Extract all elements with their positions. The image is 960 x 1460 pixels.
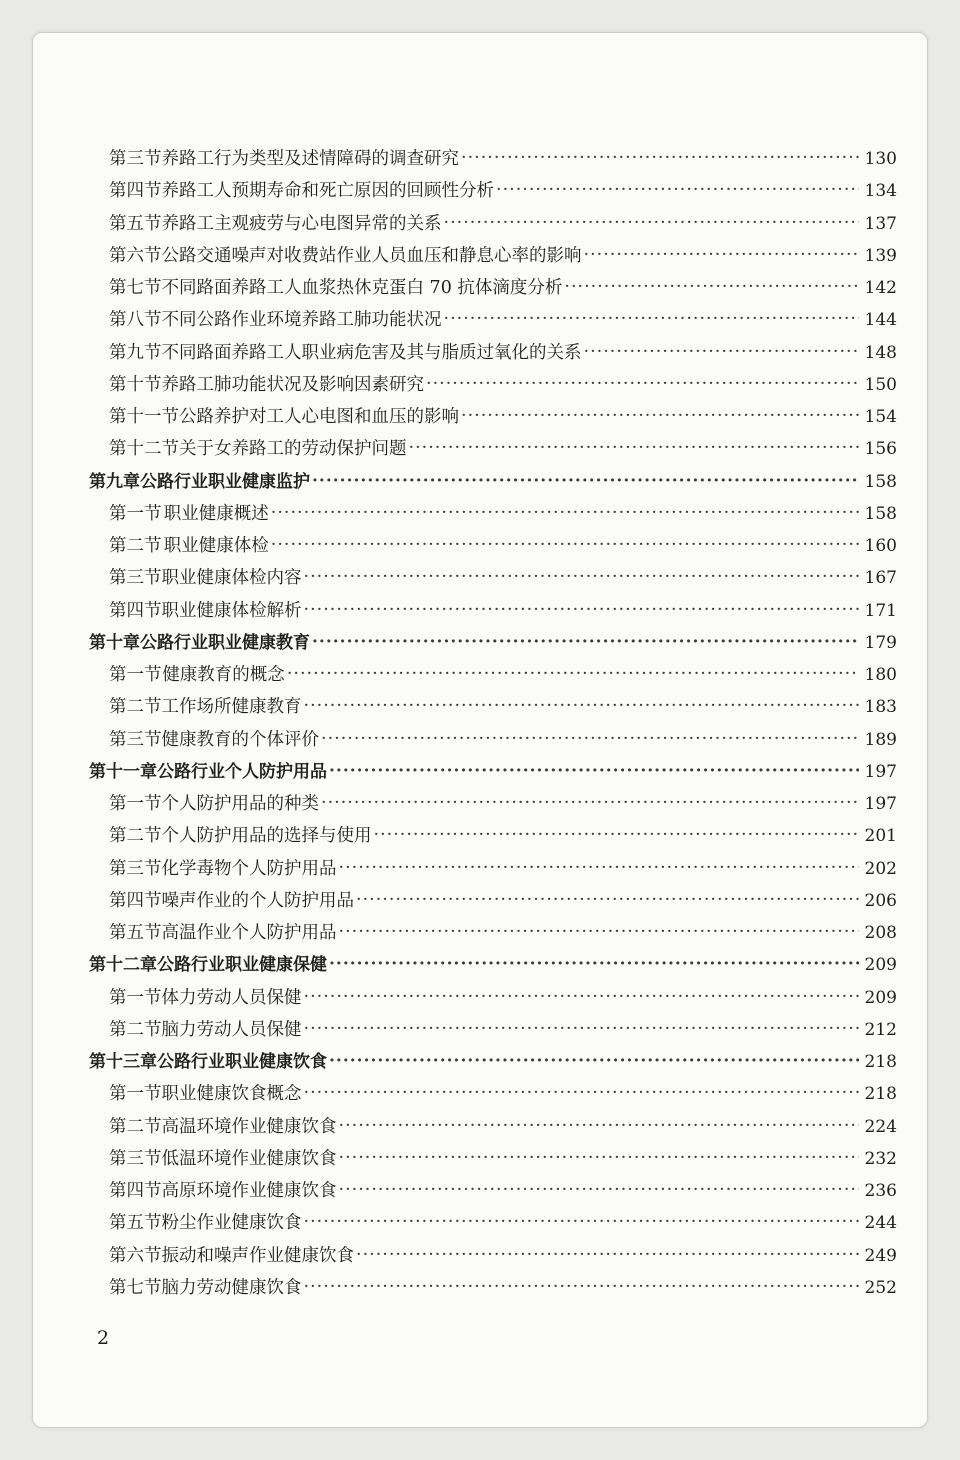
toc-section-entry xyxy=(89,1272,897,1304)
toc-section-entry xyxy=(89,337,897,369)
page-reference: 148 xyxy=(864,342,897,363)
toc-section-entry xyxy=(89,530,897,562)
dot-leader xyxy=(304,981,859,1013)
book-page xyxy=(32,32,928,1428)
page-reference: 150 xyxy=(864,374,897,395)
toc-section-entry xyxy=(89,820,897,852)
section-number: 第十节 xyxy=(109,374,162,395)
toc-section-entry xyxy=(89,1240,897,1272)
toc-section-entry xyxy=(89,175,897,207)
section-title: 公路养护对工人心电图和血压的影响 xyxy=(179,407,459,427)
dot-leader xyxy=(329,755,859,787)
toc-section-entry xyxy=(89,401,897,433)
page-reference: 154 xyxy=(864,407,897,427)
dot-leader xyxy=(426,368,859,400)
section-title: 脑力劳动健康饮食 xyxy=(161,1277,302,1298)
dot-leader xyxy=(496,174,859,206)
toc-section-entry xyxy=(89,240,897,272)
section-number: 第四节 xyxy=(109,890,162,911)
section-title: 低温环境作业健康饮食 xyxy=(161,1148,337,1169)
toc-section-entry xyxy=(89,433,897,465)
toc-chapter-entry xyxy=(89,627,897,659)
section-title: 养路工主观疲劳与心电图异常的关系 xyxy=(161,213,442,234)
toc-section-entry xyxy=(89,1143,897,1175)
toc-section-entry xyxy=(89,982,897,1014)
table-of-contents xyxy=(89,143,897,1304)
chapter-title: 公路行业职业健康监护 xyxy=(140,471,310,492)
page-reference: 171 xyxy=(864,600,897,621)
dot-leader xyxy=(304,690,859,722)
section-number: 第四节 xyxy=(109,600,162,621)
section-title: 养路工肺功能状况及影响因素研究 xyxy=(161,374,424,395)
page-reference: 244 xyxy=(864,1213,897,1234)
section-number: 第二节 xyxy=(109,536,162,556)
section-number: 第十一节 xyxy=(109,407,179,427)
section-title: 职业健康概述 xyxy=(163,503,269,524)
page-reference: 167 xyxy=(864,568,897,589)
page-reference: 158 xyxy=(864,503,897,524)
page-reference: 137 xyxy=(864,213,897,234)
dot-leader xyxy=(564,271,858,303)
page-reference: 249 xyxy=(864,1245,897,1266)
dot-leader xyxy=(339,852,859,884)
section-title: 健康教育的概念 xyxy=(162,665,285,685)
toc-section-entry xyxy=(89,691,897,723)
section-title: 职业健康体检解析 xyxy=(161,600,302,621)
section-title: 化学毒物个人防护用品 xyxy=(161,858,337,879)
dot-leader xyxy=(584,336,859,368)
section-number: 第四节 xyxy=(109,181,162,202)
page-reference: 232 xyxy=(864,1148,897,1169)
dot-leader xyxy=(304,594,859,626)
page-reference: 252 xyxy=(864,1277,897,1298)
section-number: 第三节 xyxy=(109,568,162,589)
section-title: 养路工行为类型及述情障碍的调查研究 xyxy=(161,149,459,169)
chapter-number: 第十章 xyxy=(89,632,140,653)
dot-leader xyxy=(461,400,859,432)
dot-leader xyxy=(271,497,859,529)
section-title: 养路工人预期寿命和死亡原因的回顾性分析 xyxy=(161,181,494,202)
page-reference: 201 xyxy=(864,826,897,847)
chapter-title: 公路行业职业健康教育 xyxy=(140,632,310,653)
dot-leader xyxy=(444,303,859,335)
dot-leader xyxy=(304,1206,859,1238)
chapter-number: 第十二章 xyxy=(89,955,157,976)
toc-section-entry xyxy=(89,595,897,627)
toc-section-entry xyxy=(89,498,897,530)
toc-section-entry xyxy=(89,369,897,401)
page-reference: 158 xyxy=(864,471,897,492)
page-reference: 212 xyxy=(864,1019,897,1040)
page-reference: 130 xyxy=(864,149,897,169)
section-title: 不同路面养路工人职业病危害及其与脂质过氧化的关系 xyxy=(161,342,582,363)
section-number: 第七节 xyxy=(109,278,162,298)
toc-section-entry xyxy=(89,724,897,756)
toc-chapter-entry xyxy=(89,756,897,788)
toc-section-entry xyxy=(89,853,897,885)
dot-leader xyxy=(409,432,859,464)
section-title: 高原环境作业健康饮食 xyxy=(161,1181,337,1201)
dot-leader xyxy=(339,916,859,948)
section-number: 第六节 xyxy=(109,1245,162,1266)
page-number-folio: 2 xyxy=(97,1327,110,1349)
dot-leader xyxy=(304,1013,859,1045)
page-reference: 197 xyxy=(864,761,897,782)
dot-leader xyxy=(339,1142,859,1174)
page-reference: 156 xyxy=(864,439,897,460)
section-title: 不同路面养路工人血浆热休克蛋白 70 抗体滴度分析 xyxy=(161,278,563,298)
toc-section-entry xyxy=(89,659,897,691)
section-number: 第十二节 xyxy=(109,439,179,460)
page-reference: 202 xyxy=(864,858,897,879)
toc-section-entry xyxy=(89,272,897,304)
chapter-title: 公路行业职业健康饮食 xyxy=(157,1052,327,1072)
toc-section-entry xyxy=(89,143,897,175)
dot-leader xyxy=(321,723,859,755)
dot-leader xyxy=(271,529,859,561)
section-title: 噪声作业的个人防护用品 xyxy=(161,890,354,911)
toc-section-entry xyxy=(89,885,897,917)
page-reference: 180 xyxy=(864,665,897,685)
section-number: 第八节 xyxy=(109,310,162,331)
dot-leader xyxy=(321,787,859,819)
dot-leader xyxy=(312,626,859,658)
chapter-title: 公路行业职业健康保健 xyxy=(157,955,327,976)
dot-leader xyxy=(287,658,859,690)
page-reference: 160 xyxy=(864,536,897,556)
toc-section-entry xyxy=(89,562,897,594)
toc-section-entry xyxy=(89,208,897,240)
section-title: 职业健康体检内容 xyxy=(161,568,302,589)
toc-section-entry xyxy=(89,1111,897,1143)
page-reference: 134 xyxy=(864,181,897,202)
section-number: 第一节 xyxy=(109,665,162,685)
section-number: 第六节 xyxy=(109,245,162,266)
section-number: 第一节 xyxy=(109,987,162,1008)
toc-section-entry xyxy=(89,304,897,336)
section-title: 职业健康饮食概念 xyxy=(161,1084,302,1105)
toc-section-entry xyxy=(89,788,897,820)
page-reference: 236 xyxy=(864,1181,897,1201)
section-title: 不同公路作业环境养路工肺功能状况 xyxy=(161,310,442,331)
section-number: 第二节 xyxy=(109,1116,162,1137)
dot-leader xyxy=(312,465,859,497)
section-number: 第四节 xyxy=(109,1181,162,1201)
dot-leader xyxy=(329,1045,859,1077)
dot-leader xyxy=(339,1174,859,1206)
section-title: 脑力劳动人员保健 xyxy=(161,1019,302,1040)
page-reference: 206 xyxy=(864,890,897,911)
dot-leader xyxy=(339,1110,859,1142)
page-reference: 189 xyxy=(864,729,897,750)
dot-leader xyxy=(304,561,859,593)
page-reference: 218 xyxy=(864,1052,897,1072)
dot-leader xyxy=(584,239,859,271)
section-number: 第七节 xyxy=(109,1277,162,1298)
section-number: 第三节 xyxy=(109,729,162,750)
page-reference: 197 xyxy=(864,794,897,814)
page-reference: 224 xyxy=(864,1116,897,1137)
dot-leader xyxy=(304,1271,859,1303)
section-title: 个人防护用品的种类 xyxy=(161,794,319,814)
section-number: 第一节 xyxy=(109,503,162,524)
section-number: 第五节 xyxy=(109,1213,162,1234)
chapter-title: 公路行业个人防护用品 xyxy=(157,761,327,782)
section-title: 高温作业个人防护用品 xyxy=(161,923,337,943)
section-title: 高温环境作业健康饮食 xyxy=(161,1116,337,1137)
toc-section-entry xyxy=(89,1207,897,1239)
section-number: 第一节 xyxy=(109,1084,162,1105)
toc-chapter-entry xyxy=(89,466,897,498)
section-title: 体力劳动人员保健 xyxy=(161,987,302,1008)
section-number: 第九节 xyxy=(109,342,162,363)
section-title: 关于女养路工的劳动保护问题 xyxy=(179,439,407,460)
section-title: 公路交通噪声对收费站作业人员血压和静息心率的影响 xyxy=(161,245,582,266)
section-number: 第二节 xyxy=(109,1019,162,1040)
section-number: 第二节 xyxy=(109,697,162,718)
toc-section-entry xyxy=(89,1014,897,1046)
toc-section-entry xyxy=(89,917,897,949)
section-title: 健康教育的个体评价 xyxy=(161,729,319,750)
section-title: 粉尘作业健康饮食 xyxy=(161,1213,302,1234)
section-number: 第三节 xyxy=(109,149,162,169)
toc-section-entry xyxy=(89,1175,897,1207)
section-title: 职业健康体检 xyxy=(163,536,269,556)
page-reference: 179 xyxy=(864,632,897,653)
dot-leader xyxy=(356,884,859,916)
toc-section-entry xyxy=(89,1078,897,1110)
section-number: 第五节 xyxy=(109,923,162,943)
toc-chapter-entry xyxy=(89,1046,897,1078)
page-reference: 183 xyxy=(864,697,897,718)
page-reference: 209 xyxy=(864,987,897,1008)
section-number: 第三节 xyxy=(109,858,162,879)
dot-leader xyxy=(461,142,859,174)
page-reference: 218 xyxy=(864,1084,897,1105)
dot-leader xyxy=(329,948,859,980)
page-reference: 144 xyxy=(864,310,897,331)
section-number: 第二节 xyxy=(109,826,162,847)
page-reference: 142 xyxy=(864,278,897,298)
section-number: 第五节 xyxy=(109,213,162,234)
dot-leader xyxy=(356,1239,859,1271)
page-reference: 209 xyxy=(864,955,897,976)
section-number: 第一节 xyxy=(109,794,162,814)
section-title: 振动和噪声作业健康饮食 xyxy=(161,1245,354,1266)
chapter-number: 第九章 xyxy=(89,471,140,492)
toc-chapter-entry xyxy=(89,949,897,981)
section-number: 第三节 xyxy=(109,1148,162,1169)
dot-leader xyxy=(374,819,859,851)
dot-leader xyxy=(304,1077,859,1109)
section-title: 工作场所健康教育 xyxy=(161,697,302,718)
page-reference: 139 xyxy=(864,245,897,266)
page-reference: 208 xyxy=(864,923,897,943)
chapter-number: 第十三章 xyxy=(89,1052,157,1072)
section-title: 个人防护用品的选择与使用 xyxy=(161,826,372,847)
dot-leader xyxy=(444,207,859,239)
chapter-number: 第十一章 xyxy=(89,761,157,782)
